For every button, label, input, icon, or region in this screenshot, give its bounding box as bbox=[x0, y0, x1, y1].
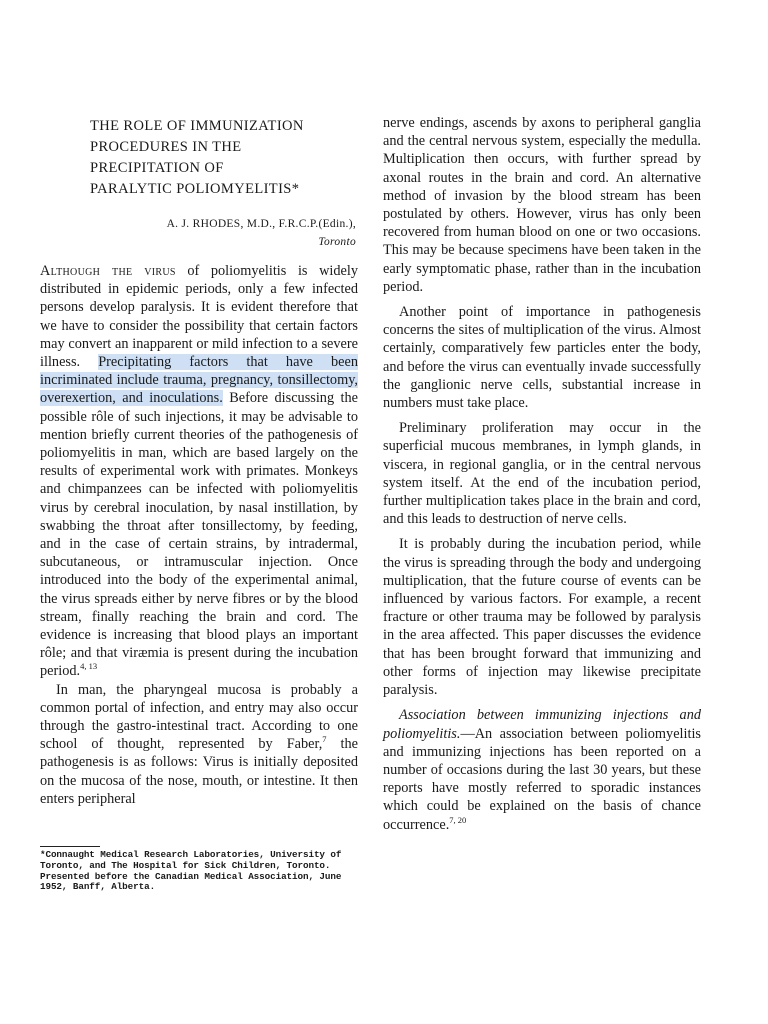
title-line: THE ROLE OF IMMUNIZATION bbox=[90, 118, 304, 134]
text-run: In man, the pharyngeal mucosa is probably a common portal of infection, and entry may also occur through the gastro-intestinal tract. According to one school of thought, represented by Faber, bbox=[40, 681, 358, 753]
text-run: the pathogenesis is as follows: Virus is initially deposited on the mucosa of the nose, mouth, or intestine. It then enters peripheral bbox=[40, 736, 359, 807]
paragraph: It is probably during the incubation period, while the virus is spreading through the body and undergoing multiplication, that the future course of events can be influenced by various factors. For example, a recent fracture or other trauma may be followed by paralysis in the area affected. This paper discusses the evidence that has been brought forward that immunizing and other forms of injection may likewise precipitate paralysis. bbox=[383, 536, 701, 699]
author-name: A. J. RHODES, M.D., F.R.C.P.(Edin.), bbox=[166, 218, 356, 230]
left-column bbox=[40, 262, 358, 808]
section-heading: Association between immunizing injections and poliomyelitis. bbox=[383, 707, 701, 742]
text-run: of poliomyelitis is widely distributed in epidemic periods, only a few infected persons develop paralysis. It is evident therefore that we have to consider the possibility that certain factors may convert an inapparent or mild infection to a severe illness. bbox=[40, 263, 358, 371]
title-line: PROCEDURES IN THE bbox=[90, 139, 242, 155]
lead-in: Although the virus bbox=[40, 263, 176, 279]
article-title bbox=[90, 116, 350, 200]
reference-superscript: 7 bbox=[322, 734, 327, 745]
highlighted-selection[interactable]: Precipitating factors that have been incriminated include trauma, pregnancy, tonsillectomy, overexertion, and inoculations. bbox=[40, 354, 358, 407]
paragraph: Preliminary proliferation may occur in the superficial mucous membranes, in lymph glands, in viscera, in regional ganglia, or in the central nervous system itself. At the end of the incubation period, further multiplication takes place in the brain and cord, and this leads to destruction of nerve cells. bbox=[383, 420, 701, 528]
paragraph bbox=[40, 262, 358, 681]
text-run: —An association between poliomyelitis and immunizing injections has been reported on a number of occasions during the last 30 years, but these reports have mostly referred to sporadic instances which could be explained on the basis of chance occurrence. bbox=[383, 725, 701, 833]
title-line: PARALYTIC POLIOMYELITIS* bbox=[90, 181, 300, 197]
title-line: PRECIPITATION OF bbox=[90, 160, 224, 176]
paragraph bbox=[40, 681, 358, 808]
footnote-divider bbox=[40, 846, 100, 847]
reference-superscript: 7, 20 bbox=[449, 814, 467, 825]
reference-superscript: 4, 13 bbox=[80, 661, 98, 672]
footnote: *Connaught Medical Research Laboratories, University of Toronto, and The Hospital for Sick Children, Toronto. Presented before the Canadian Medical Association, June 1952, Banff, Alberta. bbox=[40, 849, 342, 893]
paragraph: nerve endings, ascends by axons to peripheral ganglia and the central nervous system, especially the medulla. Multiplication then occurs, with further spread by axonal routes in the brain and cord. An alternative method of invasion by the blood stream has been postulated by others. However, virus has only been recovered from human blood on one or two occasions. This may be because specimens have been taken in the early symptomatic phase, rather than in the incubation period. bbox=[383, 115, 701, 295]
paragraph: Another point of importance in pathogenesis concerns the sites of multiplication of the virus. Almost certainly, comparatively few particles enter the body, and before the virus can eventually invade successfully the ganglionic nerve cells, substantial increase in numbers must take place. bbox=[383, 304, 701, 412]
text-run: Before discussing the possible rôle of such injections, it may be advisable to mention briefly current theories of the pathogenesis of poliomyelitis in man, which are based largely on the results of experimental work with primates. Monkeys and chimpanzees can be infected with poliomyelitis virus by cerebral inoculation, by nasal instillation, by swabbing the throat after tonsillectomy, by feeding, and in the case of certain strains, by intradermal, subcutaneous, or intramuscular injection. Once introduced into the body of the experimental animal, the virus spreads either by nerve fibres or by the blood stream, finally reaching the brain and cord. The evidence is increasing that blood plays an important rôle; and that viræmia is present during the incubation period. bbox=[40, 390, 358, 680]
author-block bbox=[90, 215, 356, 251]
paragraph bbox=[383, 706, 701, 833]
author-location: Toronto bbox=[318, 236, 356, 248]
right-column bbox=[383, 114, 701, 841]
